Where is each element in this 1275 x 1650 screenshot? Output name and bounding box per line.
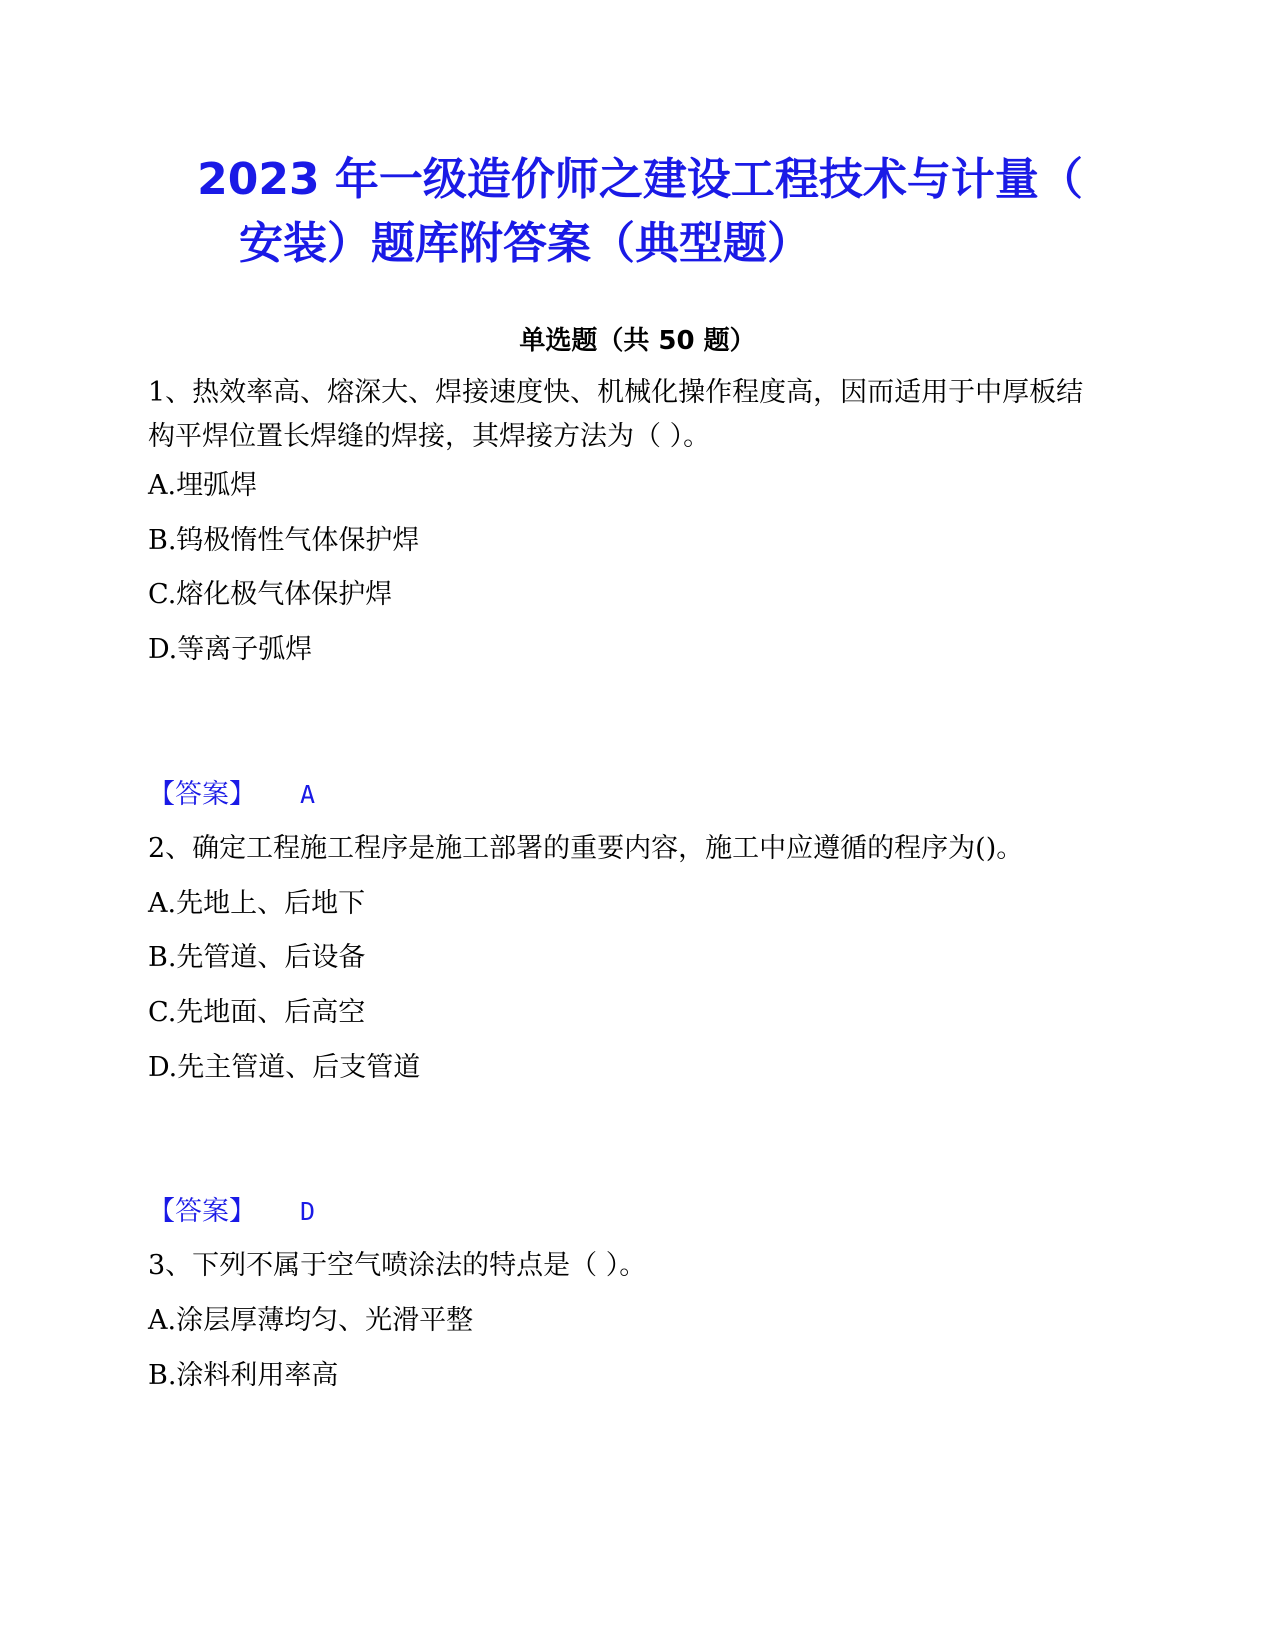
question-1-option-d: D.等离子弧焊 bbox=[148, 634, 313, 665]
answer-label: 【答案】 bbox=[148, 1196, 256, 1227]
document-title-line-1: 2023 年一级造价师之建设工程技术与计量（ bbox=[197, 154, 1083, 205]
question-3-text: 3、下列不属于空气喷涂法的特点是（ ）。 bbox=[148, 1250, 647, 1281]
answer-value: D bbox=[300, 1197, 316, 1226]
answer-value: A bbox=[300, 780, 316, 809]
answer-label: 【答案】 bbox=[148, 779, 256, 810]
question-3-option-a: A.涂层厚薄均匀、光滑平整 bbox=[148, 1305, 474, 1336]
question-2-option-a: A.先地上、后地下 bbox=[148, 888, 366, 919]
question-2-text: 2、确定工程施工程序是施工部署的重要内容，施工中应遵循的程序为()。 bbox=[148, 833, 1024, 864]
question-3-option-b: B.涂料利用率高 bbox=[148, 1360, 339, 1391]
question-1-option-a: A.埋弧焊 bbox=[148, 470, 258, 501]
question-2-option-d: D.先主管道、后支管道 bbox=[148, 1052, 421, 1083]
question-2-option-c: C.先地面、后高空 bbox=[148, 997, 366, 1028]
section-heading: 单选题（共 50 题） bbox=[519, 326, 756, 356]
question-1-text: 1、热效率高、熔深大、焊接速度快、机械化操作程度高，因而适用于中厚板结构平焊位置长焊缝的焊接，其焊接方法为（ ）。 bbox=[148, 377, 1084, 452]
question-2-answer bbox=[148, 1194, 315, 1230]
question-2-option-b: B.先管道、后设备 bbox=[148, 942, 366, 973]
question-1-option-c: C.熔化极气体保护焊 bbox=[148, 579, 393, 610]
question-1-answer bbox=[148, 777, 315, 813]
document-title-line-2: 安装）题库附答案（典型题） bbox=[239, 218, 811, 269]
question-1-option-b: B.钨极惰性气体保护焊 bbox=[148, 525, 420, 556]
